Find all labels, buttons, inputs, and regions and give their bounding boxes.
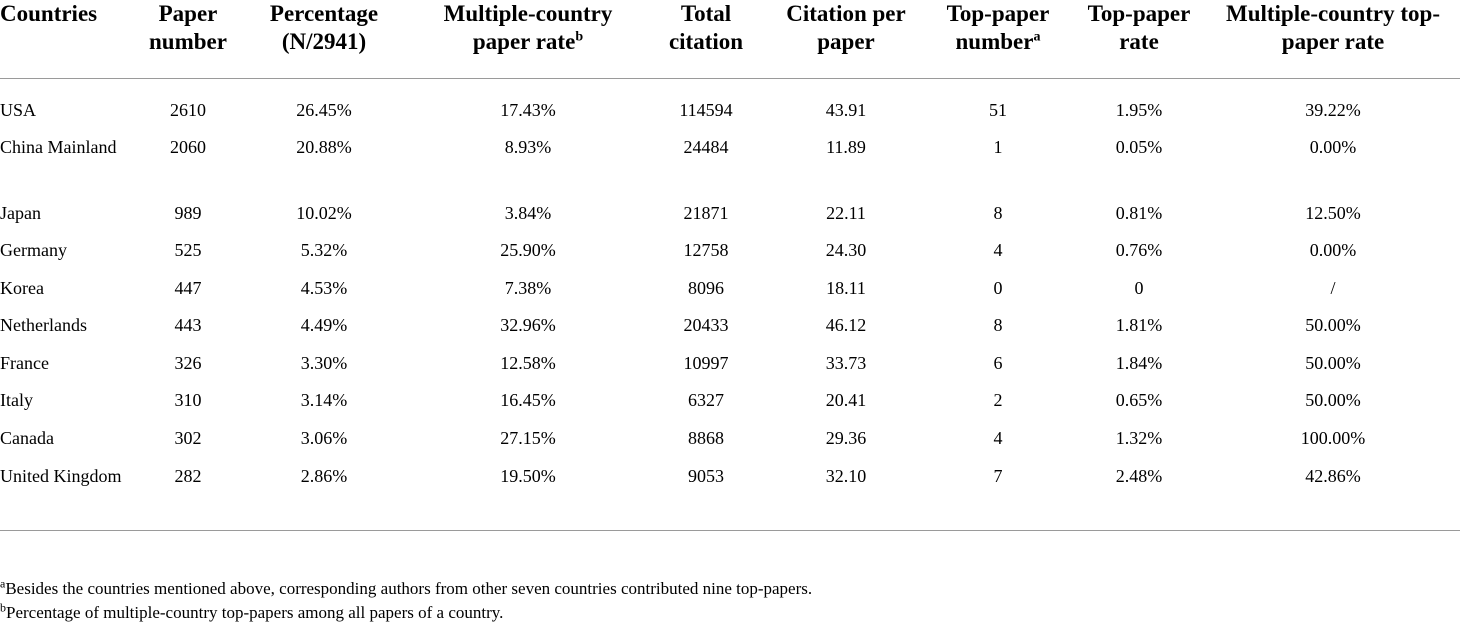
header-row bbox=[0, 0, 1460, 79]
table-row bbox=[0, 239, 1460, 277]
cell-top-paper-rate: 1.32% bbox=[1115, 428, 1163, 449]
cell-top-paper-rate: 1.95% bbox=[1115, 100, 1163, 120]
table-row bbox=[0, 465, 1460, 531]
cell-top-paper-rate: 1.81% bbox=[1115, 315, 1163, 336]
cell-total-citation: 20433 bbox=[683, 315, 729, 336]
cell-citation-per-paper: 43.91 bbox=[825, 100, 867, 120]
cell-citation-per-paper: 29.36 bbox=[825, 428, 867, 449]
cell-multiple-country-top-paper-rate: 100.00% bbox=[1300, 428, 1366, 449]
cell-top-paper-number: 6 bbox=[993, 352, 1003, 373]
header-countries: Countries bbox=[0, 0, 140, 79]
cell-paper-number: 443 bbox=[174, 315, 202, 336]
cell-top-paper-number: 4 bbox=[993, 240, 1003, 261]
cell-multiple-country-paper-rate: 16.45% bbox=[500, 390, 556, 411]
cell-country: Germany bbox=[0, 240, 67, 261]
footnote-mark: b bbox=[0, 600, 6, 615]
header-top-paper-rate: Top-paper rate bbox=[1072, 0, 1206, 79]
cell-percentage: 3.30% bbox=[300, 352, 348, 373]
header-percentage: Percentage (N/2941) bbox=[236, 0, 412, 79]
cell-multiple-country-paper-rate: 8.93% bbox=[504, 136, 552, 157]
header-multiple-country-top-paper-rate: Multiple-country top-paper rate bbox=[1206, 0, 1460, 79]
cell-percentage: 3.14% bbox=[300, 390, 348, 411]
table-row bbox=[0, 202, 1460, 240]
cell-citation-per-paper: 11.89 bbox=[826, 136, 866, 157]
cell-multiple-country-paper-rate: 3.84% bbox=[504, 202, 552, 223]
cell-multiple-country-paper-rate: 7.38% bbox=[504, 277, 552, 298]
cell-country: Japan bbox=[0, 202, 41, 223]
cell-multiple-country-top-paper-rate: / bbox=[1330, 277, 1336, 298]
cell-paper-number: 302 bbox=[174, 428, 202, 449]
cell-paper-number: 2060 bbox=[170, 136, 206, 157]
cell-total-citation: 6327 bbox=[688, 390, 724, 411]
table-row bbox=[0, 79, 1460, 136]
cell-multiple-country-paper-rate: 32.96% bbox=[500, 315, 556, 336]
cell-multiple-country-top-paper-rate: 0.00% bbox=[1309, 240, 1357, 261]
footnote-a: $^a$Besides the countries mentioned above, corresponding authors from other seven countries contributed nine top-papers. bbox=[0, 576, 813, 598]
cell-citation-per-paper: 18.11 bbox=[826, 277, 866, 298]
cell-multiple-country-paper-rate: 12.58% bbox=[500, 352, 556, 373]
cell-total-citation: 8868 bbox=[688, 428, 724, 449]
footnote-mark: a bbox=[0, 576, 6, 591]
cell-paper-number: 310 bbox=[174, 390, 202, 411]
cell-country: USA bbox=[0, 100, 37, 120]
cell-top-paper-number: 1 bbox=[993, 136, 1003, 157]
header-top-paper-number: Top-paper number$^a$ bbox=[924, 0, 1072, 79]
footnote-mark: b bbox=[575, 29, 584, 45]
cell-citation-per-paper: 46.12 bbox=[825, 315, 867, 336]
cell-multiple-country-top-paper-rate: 12.50% bbox=[1305, 202, 1361, 223]
cell-multiple-country-paper-rate: 19.50% bbox=[412, 465, 644, 531]
cell-top-paper-rate: 0.76% bbox=[1115, 240, 1163, 261]
cell-citation-per-paper: 33.73 bbox=[825, 352, 867, 373]
cell-country: Italy bbox=[0, 390, 33, 411]
cell-country: France bbox=[0, 352, 49, 373]
cell-multiple-country-top-paper-rate: 39.22% bbox=[1305, 100, 1361, 120]
cell-paper-number: 326 bbox=[174, 352, 202, 373]
table-body bbox=[0, 79, 1460, 531]
table-row bbox=[0, 427, 1460, 465]
cell-citation-per-paper: 20.41 bbox=[825, 390, 867, 411]
cell-country: United Kingdom bbox=[0, 465, 140, 531]
cell-total-citation: 12758 bbox=[683, 240, 729, 261]
cell-total-citation: 10997 bbox=[683, 352, 729, 373]
cell-multiple-country-top-paper-rate: 50.00% bbox=[1305, 352, 1361, 373]
header-multiple-country-paper-rate: Multiple-country paper rate$^b$ bbox=[412, 0, 644, 79]
cell-multiple-country-top-paper-rate: 50.00% bbox=[1305, 390, 1361, 411]
cell-top-paper-rate: 0.05% bbox=[1115, 136, 1163, 157]
footnotes bbox=[0, 577, 812, 625]
cell-multiple-country-paper-rate: 25.90% bbox=[500, 240, 556, 261]
cell-top-paper-number: 51 bbox=[989, 100, 1007, 120]
table-row bbox=[0, 136, 1460, 202]
table-row bbox=[0, 314, 1460, 352]
cell-top-paper-rate: 0 bbox=[1134, 277, 1144, 298]
header-citation-per-paper: Citation per paper bbox=[768, 0, 924, 79]
cell-top-paper-number: 4 bbox=[993, 428, 1003, 449]
cell-multiple-country-top-paper-rate: 0.00% bbox=[1309, 136, 1357, 157]
cell-citation-per-paper: 32.10 bbox=[768, 465, 924, 531]
cell-top-paper-rate: 2.48% bbox=[1072, 465, 1206, 531]
cell-country: China Mainland bbox=[0, 136, 117, 157]
table-row bbox=[0, 352, 1460, 390]
cell-top-paper-number: 8 bbox=[993, 202, 1003, 223]
cell-paper-number: 2610 bbox=[170, 100, 206, 120]
table-row bbox=[0, 277, 1460, 315]
cell-total-citation: 24484 bbox=[683, 136, 729, 157]
cell-citation-per-paper: 24.30 bbox=[825, 240, 867, 261]
cell-country: Korea bbox=[0, 277, 44, 298]
cell-multiple-country-paper-rate: 27.15% bbox=[500, 428, 556, 449]
footnote-mark: a bbox=[1033, 29, 1041, 45]
cell-percentage: 26.45% bbox=[296, 100, 352, 120]
header-total-citation: Total citation bbox=[644, 0, 768, 79]
cell-paper-number: 282 bbox=[140, 465, 236, 531]
cell-paper-number: 447 bbox=[174, 277, 202, 298]
footnote-b: $^b$Percentage of multiple-country top-papers among all papers of a country. bbox=[0, 600, 504, 622]
cell-country: Netherlands bbox=[0, 315, 87, 336]
cell-percentage: 20.88% bbox=[296, 136, 352, 157]
cell-total-citation: 9053 bbox=[644, 465, 768, 531]
cell-percentage: 2.86% bbox=[236, 465, 412, 531]
cell-paper-number: 525 bbox=[174, 240, 202, 261]
cell-percentage: 10.02% bbox=[296, 202, 352, 223]
cell-multiple-country-top-paper-rate: 50.00% bbox=[1305, 315, 1361, 336]
cell-top-paper-rate: 1.84% bbox=[1115, 352, 1163, 373]
cell-total-citation: 8096 bbox=[688, 277, 724, 298]
cell-paper-number: 989 bbox=[174, 202, 202, 223]
cell-total-citation: 21871 bbox=[683, 202, 729, 223]
cell-top-paper-number: 2 bbox=[993, 390, 1003, 411]
cell-top-paper-number: 8 bbox=[993, 315, 1003, 336]
cell-multiple-country-paper-rate: 17.43% bbox=[500, 100, 556, 120]
cell-multiple-country-top-paper-rate: 42.86% bbox=[1206, 465, 1460, 531]
table-row bbox=[0, 389, 1460, 427]
cell-percentage: 4.49% bbox=[300, 315, 348, 336]
cell-percentage: 5.32% bbox=[300, 240, 348, 261]
cell-total-citation: 114594 bbox=[679, 100, 733, 120]
cell-top-paper-rate: 0.81% bbox=[1115, 202, 1163, 223]
cell-country: Canada bbox=[0, 428, 54, 449]
cell-percentage: 3.06% bbox=[300, 428, 348, 449]
cell-citation-per-paper: 22.11 bbox=[826, 202, 866, 223]
cell-percentage: 4.53% bbox=[300, 277, 348, 298]
header-paper-number: Paper number bbox=[140, 0, 236, 79]
cell-top-paper-rate: 0.65% bbox=[1115, 390, 1163, 411]
cell-top-paper-number: 7 bbox=[924, 465, 1072, 531]
cell-top-paper-number: 0 bbox=[993, 277, 1003, 298]
